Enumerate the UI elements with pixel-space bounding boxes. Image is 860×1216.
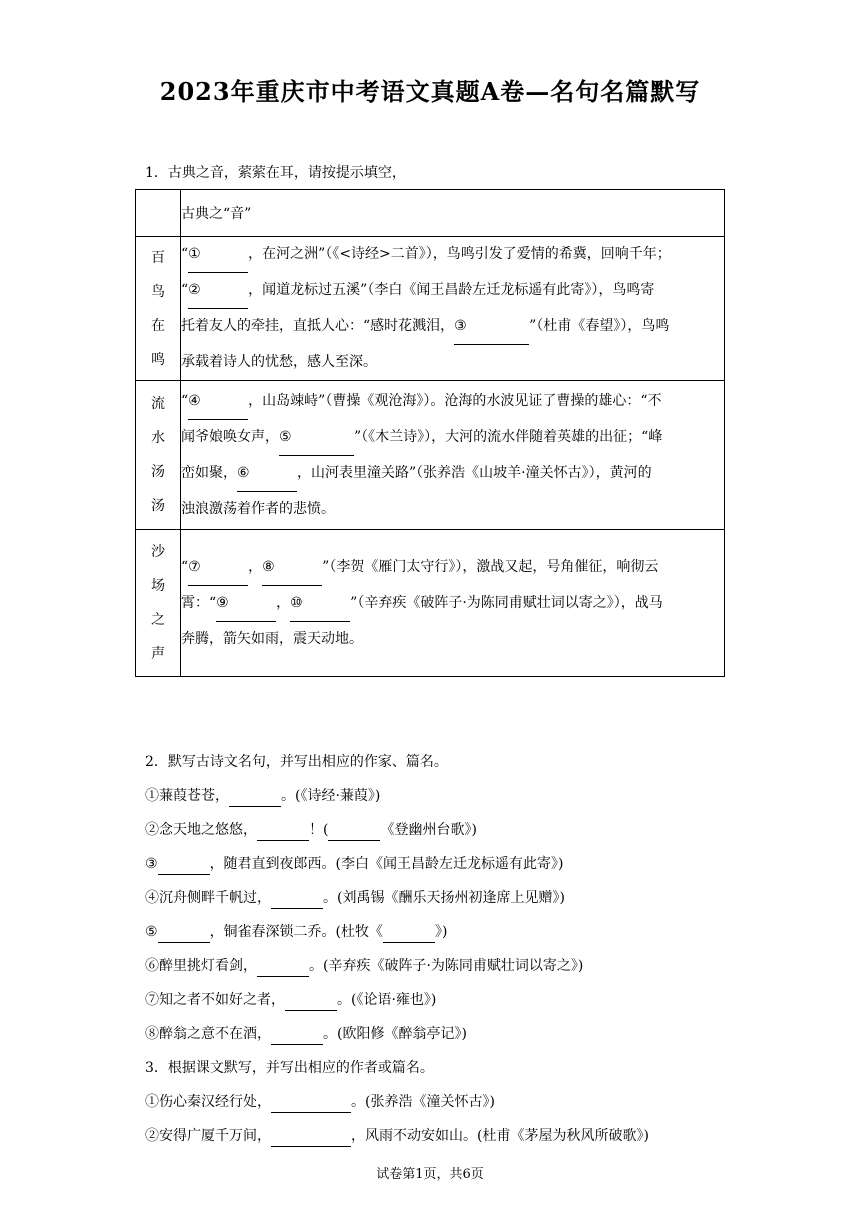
question-3-stem: 3．根据课文默写，并写出相应的作者或篇名。 [145,1060,434,1076]
blank-8[interactable]: ⑧ [262,550,322,586]
list-item: ⑧醉翁之意不在酒， 。(欧阳修《醉翁亭记》) [145,1024,467,1045]
question-1-stem: 1．古典之音，萦萦在耳，请按提示填空， [145,165,406,181]
list-item: ②念天地之悠悠， ！( 《登幽州台歌》) [145,820,477,841]
page-title: 2023年重庆市中考语文真题A卷—名句名篇默写 [159,77,701,106]
row-label: 沙 场 之 声 [136,530,181,677]
table-row [136,530,725,677]
answer-blank[interactable] [257,956,309,977]
table-header-row [136,190,725,237]
blank-1[interactable]: ① [188,237,248,273]
answer-blank[interactable] [257,820,309,841]
answer-blank[interactable] [271,1092,351,1113]
blank-9[interactable]: ⑨ [216,586,276,622]
table-row [136,381,725,530]
list-item: ④沉舟侧畔千帆过， 。(刘禹锡《酬乐天扬州初逢席上见赠》) [145,888,565,909]
table-row [136,237,725,381]
row-label: 百 鸟 在 鸣 [136,237,181,381]
blank-3[interactable]: ③ [454,309,529,345]
list-item: ⑦知之者不如好之者， 。(《论语·雍也》) [145,990,436,1011]
question-2-stem: 2．默写古诗文名句，并写出相应的作家、篇名。 [145,754,448,770]
table-corner-cell [136,190,181,237]
question-1-table [135,189,725,677]
blank-5[interactable]: ⑤ [279,420,354,456]
answer-blank[interactable] [158,922,210,943]
list-item: ①蒹葭苍苍， 。(《诗经·蒹葭》) [145,786,380,807]
answer-blank[interactable] [271,1126,351,1147]
blank-6[interactable]: ⑥ [237,456,297,492]
row-content: “① ，在河之洲”（《<诗经>二首》），鸟鸣引发了爱情的希冀，回响千年； “② ，闻道龙标过五溪”（李白《闻王昌龄左迁龙标遥有此寄》），鸟鸣寄 托着友人的牵挂，直抵人心：“感时花溅泪，③ ”（杜甫《春望》），鸟鸣 承载着诗人的忧愁，感人至深。 [181,237,725,381]
blank-2[interactable]: ② [188,273,248,309]
blank-4[interactable]: ④ [188,384,248,420]
blank-10[interactable]: ⑩ [290,586,350,622]
list-item: ⑥醉里挑灯看剑， 。(辛弃疾《破阵子·为陈同甫赋壮词以寄之》) [145,956,583,977]
answer-blank[interactable] [328,820,380,841]
list-item: ①伤心秦汉经行处， 。(张养浩《潼关怀古》) [145,1092,495,1113]
answer-blank[interactable] [271,1024,323,1045]
list-item: ③ ，随君直到夜郎西。(李白《闻王昌龄左迁龙标遥有此寄》) [145,854,564,875]
table-header-cell: 古典之“音” [181,190,725,237]
answer-blank[interactable] [285,990,337,1011]
page-footer: 试卷第1页，共6页 [376,1167,484,1182]
blank-7[interactable]: ⑦ [188,550,248,586]
list-item: ②安得广厦千万间， ，风雨不动安如山。(杜甫《茅屋为秋风所破歌》) [145,1126,649,1147]
row-label: 流 水 汤 汤 [136,381,181,530]
answer-blank[interactable] [271,888,323,909]
row-content: “④ ，山岛竦峙”（曹操《观沧海》）。沧海的水波见证了曹操的雄心：“不 闻爷娘唤女声，⑤ ”（《木兰诗》），大河的流水伴随着英雄的出征；“峰 峦如聚，⑥ ，山河表里潼关路”（张养浩《山坡羊·潼关怀古》），黄河的 浊浪激荡着作者的悲愤。 [181,381,725,530]
row-content: “⑦ ，⑧ ”（李贺《雁门太守行》），激战又起，号角催征，响彻云 霄：“⑨ ，⑩ ”（辛弃疾《破阵子·为陈同甫赋壮词以寄之》），战马 奔腾，箭矢如雨，震天动地。 [181,530,725,677]
answer-blank[interactable] [383,922,435,943]
list-item: ⑤ ，铜雀春深锁二乔。(杜牧《 》) [145,922,448,943]
answer-blank[interactable] [158,854,210,875]
answer-blank[interactable] [229,786,281,807]
